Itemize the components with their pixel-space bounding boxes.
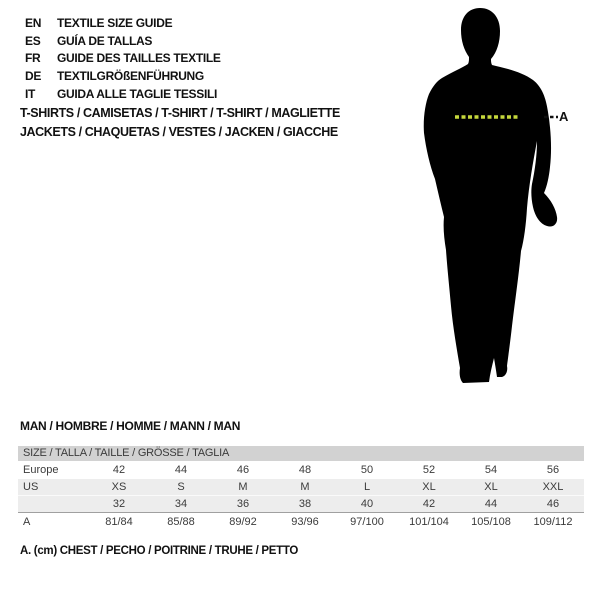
category-line-jackets: JACKETS / CHAQUETAS / VESTES / JACKEN / GIACCHE <box>20 125 338 139</box>
measure-label-a: A <box>559 109 569 124</box>
language-code: EN <box>25 15 42 30</box>
size-value-cell: 38 <box>298 498 312 510</box>
size-table-body <box>18 461 584 531</box>
size-value-cell: XL <box>484 481 498 493</box>
language-label: GUIDA ALLE TAGLIE TESSILI <box>57 86 218 101</box>
size-table-header: SIZE / TALLA / TAILLE / GRÖSSE / TAGLIA <box>18 446 584 461</box>
man-silhouette-figure <box>400 0 600 400</box>
size-value-cell: 105/108 <box>471 516 511 528</box>
language-label: GUÍA DE TALLAS <box>57 33 153 48</box>
man-silhouette-svg <box>400 0 600 400</box>
table-row <box>18 495 584 512</box>
size-value-cell: 89/92 <box>229 516 257 528</box>
size-value-cell: XXL <box>542 481 564 493</box>
language-row-es <box>25 32 221 50</box>
language-code: ES <box>25 33 41 48</box>
size-value-cell: 52 <box>422 464 436 476</box>
category-line-tshirts: T-SHIRTS / CAMISETAS / T-SHIRT / T-SHIRT / MAGLIETTE <box>20 106 340 120</box>
section-title-man: MAN / HOMBRE / HOMME / MANN / MAN <box>20 419 241 433</box>
size-value-cell: 44 <box>174 464 188 476</box>
size-value-cell: 46 <box>546 498 560 510</box>
size-value-cell: 40 <box>360 498 374 510</box>
language-code: DE <box>25 68 42 83</box>
table-row <box>18 479 584 495</box>
language-code: FR <box>25 51 41 66</box>
size-value-cell: 56 <box>546 464 560 476</box>
size-value-cell: 42 <box>422 498 436 510</box>
size-value-cell: 32 <box>112 498 126 510</box>
size-value-cell: 97/100 <box>350 516 384 528</box>
size-value-cell: 93/96 <box>291 516 319 528</box>
size-value-cell: 109/112 <box>533 516 573 528</box>
language-code: IT <box>25 86 36 101</box>
size-value-cell: XS <box>111 481 127 493</box>
size-value-cell: 44 <box>484 498 498 510</box>
measurement-footnote: A. (cm) CHEST / PECHO / POITRINE / TRUHE / PETTO <box>20 545 299 557</box>
language-row-de <box>25 67 221 85</box>
size-value-cell: 50 <box>360 464 374 476</box>
size-value-cell: 42 <box>112 464 126 476</box>
language-label: TEXTILE SIZE GUIDE <box>57 15 173 30</box>
language-label: GUIDE DES TAILLES TEXTILE <box>57 51 221 66</box>
size-value-cell: M <box>300 481 310 493</box>
row-label: Europe <box>23 464 59 476</box>
size-value-cell: 34 <box>174 498 188 510</box>
size-value-cell: XL <box>422 481 436 493</box>
size-value-cell: 48 <box>298 464 312 476</box>
size-table <box>18 446 584 531</box>
size-value-cell: M <box>238 481 248 493</box>
size-value-cell: 81/84 <box>105 516 133 528</box>
row-label: US <box>23 481 39 493</box>
size-value-cell: 46 <box>236 464 250 476</box>
table-row <box>18 512 584 531</box>
language-row-it <box>25 85 221 103</box>
language-row-fr <box>25 49 221 67</box>
table-row <box>18 461 584 479</box>
size-value-cell: 101/104 <box>409 516 449 528</box>
size-value-cell: 36 <box>236 498 250 510</box>
size-value-cell: L <box>363 481 371 493</box>
size-value-cell: 85/88 <box>167 516 195 528</box>
language-list <box>25 14 221 102</box>
size-value-cell: S <box>177 481 185 493</box>
size-value-cell: 54 <box>484 464 498 476</box>
language-label: TEXTILGRÖßENFÜHRUNG <box>57 68 204 83</box>
man-silhouette-path <box>424 8 557 383</box>
language-row-en <box>25 14 221 32</box>
category-lines <box>20 104 340 142</box>
row-label: A <box>23 516 31 528</box>
